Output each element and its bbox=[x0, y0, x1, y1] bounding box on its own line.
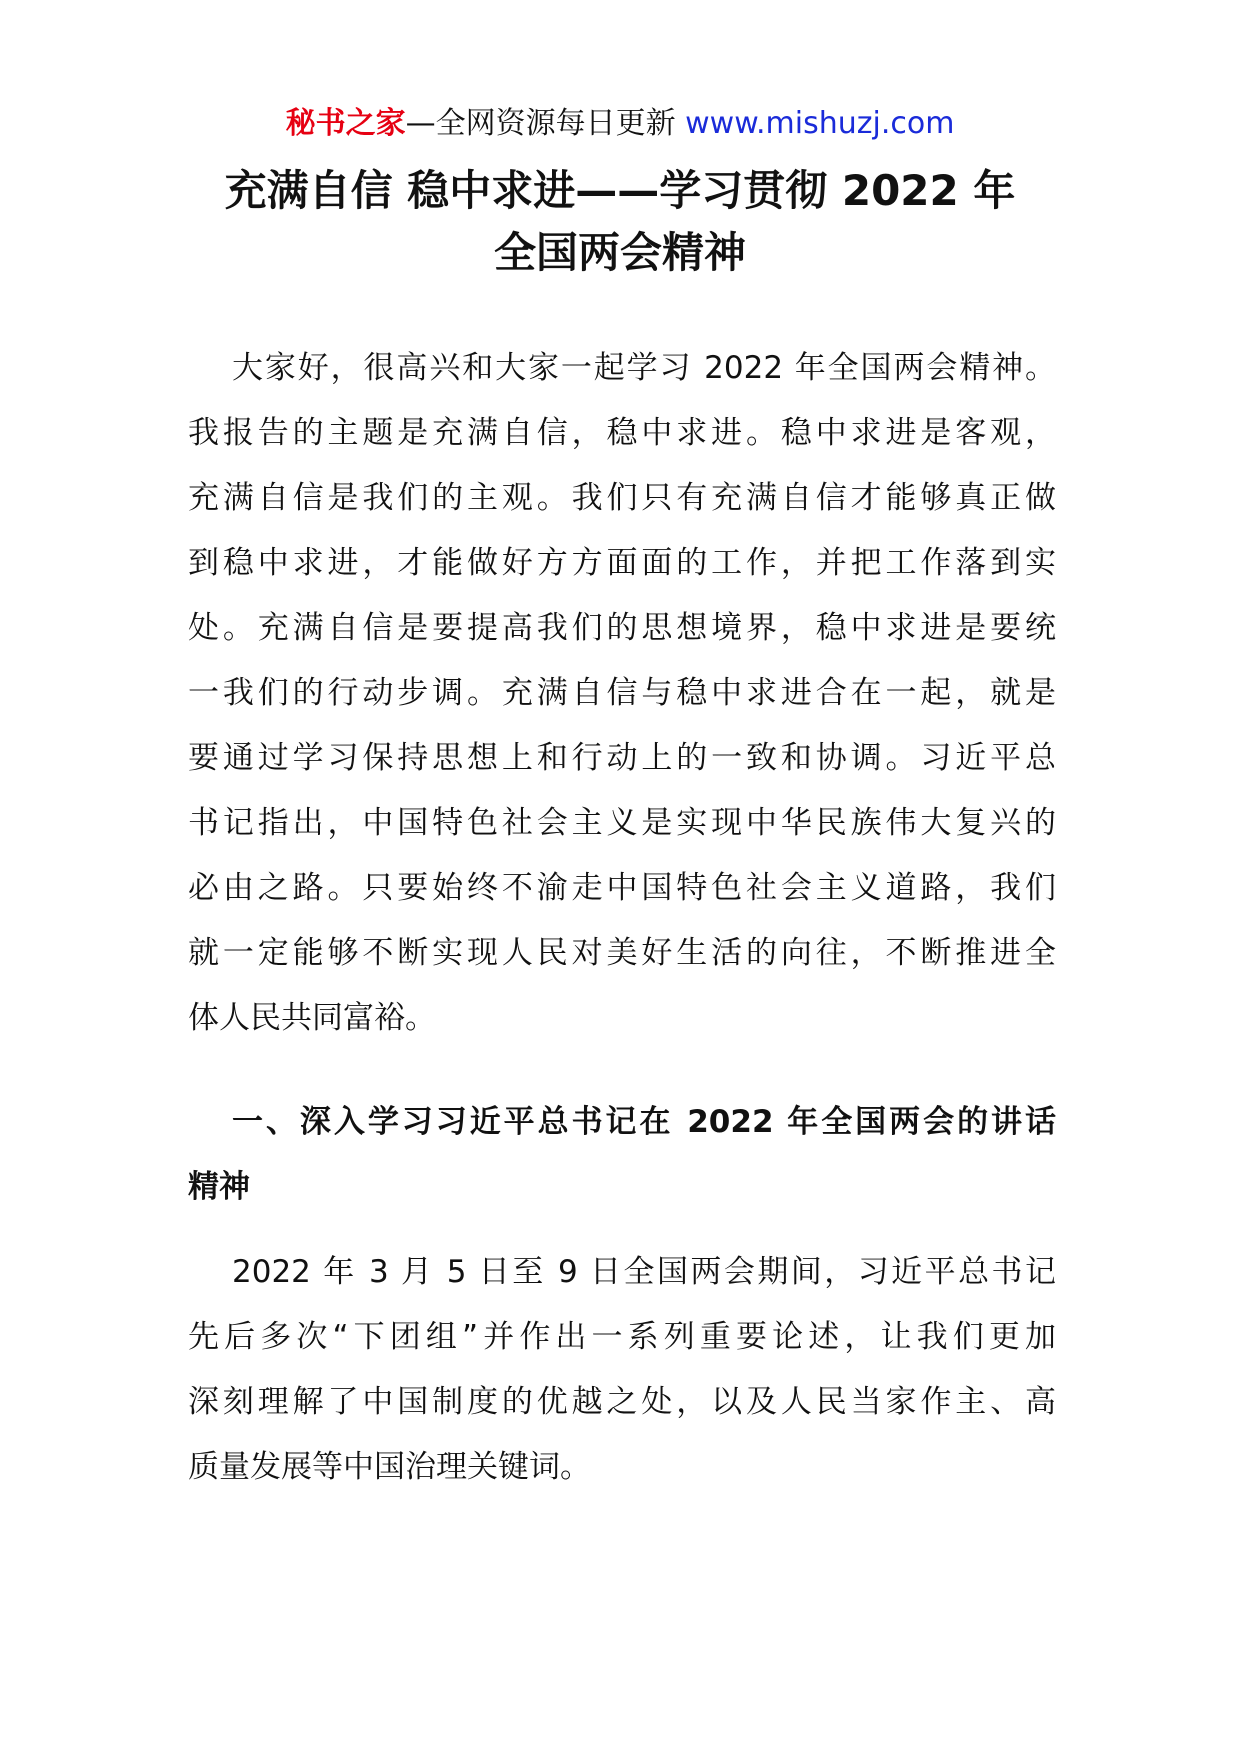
paragraph-line: 我报告的主题是充满自信，稳中求进。稳中求进是客观， bbox=[188, 415, 1056, 451]
paragraph-line: 处。充满自信是要提高我们的思想境界，稳中求进是要统 bbox=[188, 610, 1056, 646]
brand-name: 秘书之家 bbox=[285, 106, 406, 141]
paragraph-line: 充满自信是我们的主观。我们只有充满自信才能够真正做 bbox=[188, 480, 1056, 516]
section-paragraph bbox=[188, 1240, 1056, 1500]
site-header bbox=[0, 100, 1240, 148]
paragraph-line: 质量发展等中国治理关键词。 bbox=[188, 1449, 591, 1485]
heading-line: 精神 bbox=[188, 1169, 250, 1205]
paragraph-line: 必由之路。只要始终不渝走中国特色社会主义道路，我们 bbox=[188, 870, 1056, 906]
title-line: 充满自信 稳中求进——学习贯彻 2022 年 bbox=[224, 166, 1016, 215]
paragraph-line: 到稳中求进，才能做好方方面面的工作，并把工作落到实 bbox=[188, 545, 1056, 581]
intro-paragraph bbox=[188, 336, 1056, 1051]
paragraph-line: 书记指出，中国特色社会主义是实现中华民族伟大复兴的 bbox=[188, 805, 1056, 841]
paragraph-line: 就一定能够不断实现人民对美好生活的向往，不断推进全 bbox=[188, 935, 1056, 971]
heading-line: 一、深入学习习近平总书记在 2022 年全国两会的讲话 bbox=[232, 1104, 1056, 1140]
paragraph-line: 一我们的行动步调。充满自信与稳中求进合在一起，就是 bbox=[188, 675, 1056, 711]
paragraph-line: 先后多次“下团组”并作出一系列重要论述，让我们更加 bbox=[188, 1319, 1056, 1355]
paragraph-line: 深刻理解了中国制度的优越之处，以及人民当家作主、高 bbox=[188, 1384, 1056, 1420]
paragraph-line: 2022 年 3 月 5 日至 9 日全国两会期间，习近平总书记 bbox=[232, 1254, 1056, 1290]
paragraph-line: 体人民共同富裕。 bbox=[188, 1000, 436, 1036]
header-tagline: —全网资源每日更新 bbox=[405, 106, 686, 141]
document-title bbox=[160, 160, 1080, 284]
section-heading bbox=[188, 1090, 1056, 1220]
title-line: 全国两会精神 bbox=[493, 228, 746, 277]
site-url-link[interactable]: www.mishuzj.com bbox=[685, 106, 955, 141]
paragraph-line: 要通过学习保持思想上和行动上的一致和协调。习近平总 bbox=[188, 740, 1056, 776]
paragraph-line: 大家好，很高兴和大家一起学习 2022 年全国两会精神。 bbox=[232, 350, 1056, 386]
